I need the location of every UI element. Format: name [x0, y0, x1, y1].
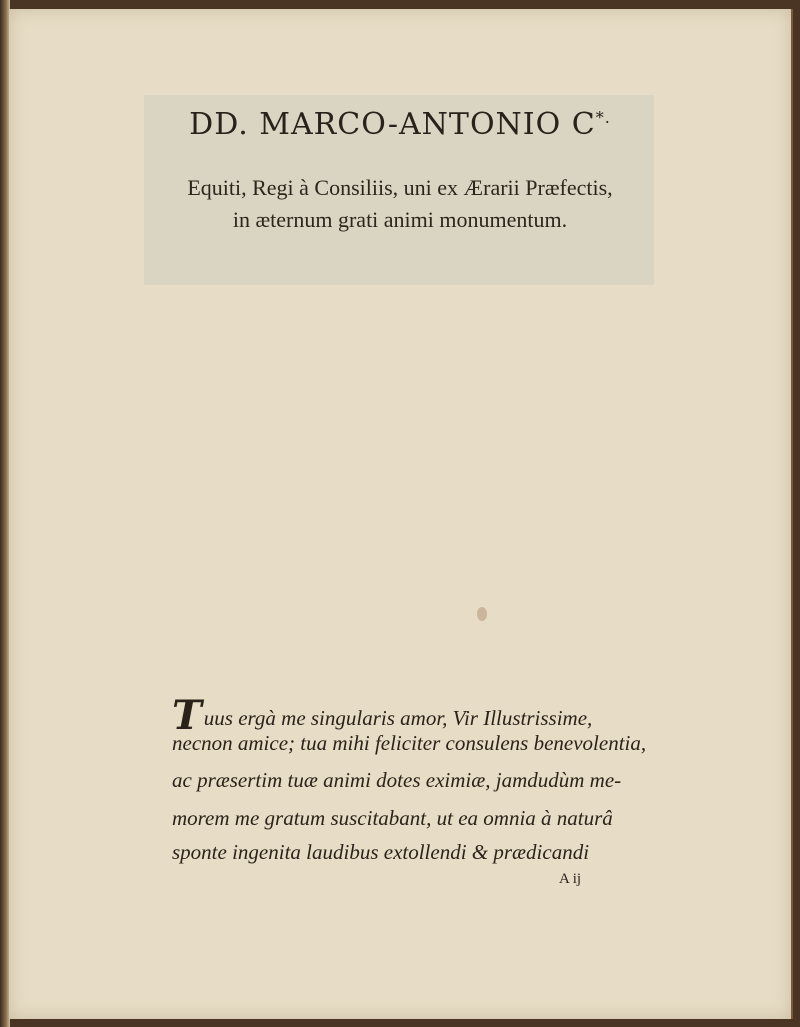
- dedication-title-text: DD. MARCO-ANTONIO C: [189, 107, 596, 142]
- page: [9, 9, 793, 1019]
- title-asterisk: *.: [595, 108, 611, 127]
- dedication-title: [9, 107, 791, 142]
- body-line-2: necnon amice; tua mihi feliciter consulens benevolentia,: [172, 731, 647, 755]
- body-line-1-text: uus ergà me singularis amor, Vir Illustrissime,: [203, 706, 593, 730]
- foxing-spot: [477, 607, 487, 621]
- dedication-line-1: Equiti, Regi à Consiliis, uni ex Ærarii Præfectis,: [187, 175, 613, 200]
- dedication-line-2: in æternum grati animi monumentum.: [232, 207, 568, 232]
- body-line-3: ac præsertim tuæ animi dotes eximiæ, jamdudùm me-: [172, 768, 622, 792]
- body-line-4: morem me gratum suscitabant, ut ea omnia à naturâ: [172, 806, 613, 830]
- body-line-5: sponte ingenita laudibus extollendi & prædicandi: [172, 840, 590, 864]
- drop-cap: T: [172, 692, 202, 739]
- signature-mark: A ij: [559, 871, 582, 887]
